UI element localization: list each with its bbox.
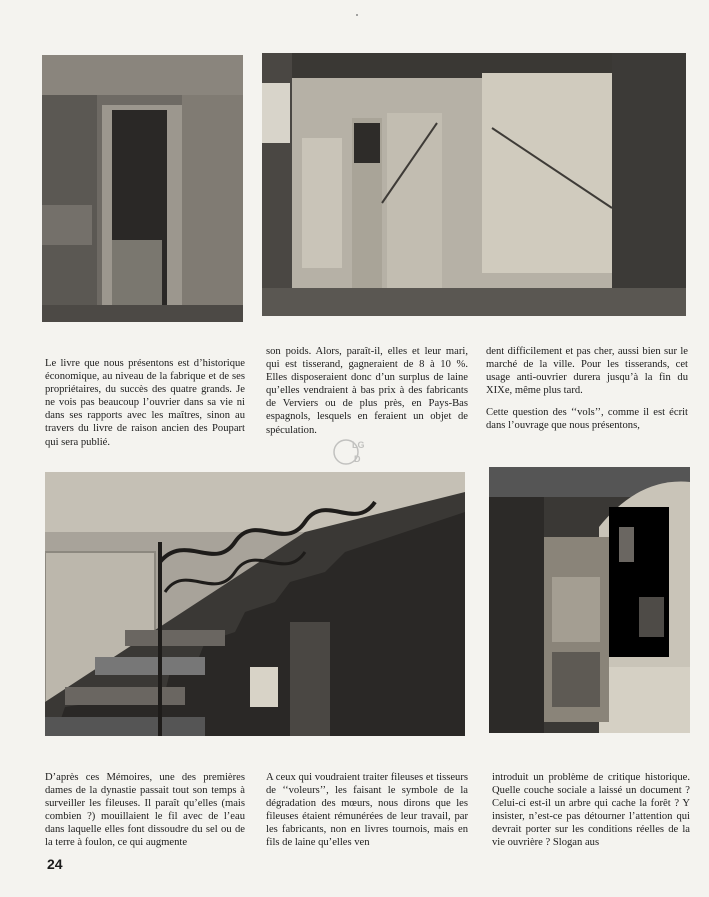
- text-column-top-1: [45, 357, 245, 458]
- text-column-top-2: [266, 345, 468, 446]
- print-dot: [356, 14, 358, 16]
- paragraph: D’après ces Mémoires, une des premières dames de la dynastie passait tout son temps à surveiller les fileuses. Il paraît qu’elles (mais combien ?) mouillaient le fil avec de l’eau dans laquelle elles font dissoudre du sel ou de la terre à foulon, ce qui augmente: [45, 772, 245, 849]
- paragraph: son poids. Alors, paraît-il, elles et leur mari, qui est tisserand, gagneraient de 8 à 10 %. Elles disposeraient donc d’un surplus de laine qu’elles vendraient à bas prix à des fabricants de Verviers ou de plus près, en Pays-Bas espagnols, lesquels en feraient un objet de spéculation.: [266, 346, 468, 436]
- photo-iron-staircase: [45, 472, 465, 736]
- text-column-top-3: [486, 345, 688, 442]
- svg-text:LG: LG: [352, 440, 365, 450]
- photo-courtyard-door: [489, 467, 690, 733]
- paragraph: introduit un problème de critique historique. Quelle couche sociale a laissé un document ? Celui-ci est-il un arbre qui cache la forêt ? Y insister, n’est-ce pas détourner l’attention qui devrait porter sur les conditions réelles de la vie ouvrière ? Slogan aus: [492, 772, 690, 849]
- photo-shuttered-facade: [262, 53, 686, 316]
- library-stamp-logo: [332, 434, 372, 468]
- page-number: 24: [47, 856, 63, 872]
- text-column-bottom-2: [266, 771, 468, 859]
- paragraph: Le livre que nous présentons est d’historique économique, au niveau de la fabrique et de ses propriétaires, du succès des quatre grands. Je ne vois pas beaucoup l’ouvrier dans sa vie ni dans ses rapports avec les maîtres, sinon au travers du livre de raison ancien des Poupart qui sera publié.: [45, 358, 245, 448]
- svg-text:D: D: [354, 454, 361, 464]
- text-column-bottom-3: [492, 771, 690, 859]
- text-column-bottom-1: [45, 771, 245, 859]
- paragraph: dent difficilement et pas cher, aussi bien sur le marché de la ville. Pour les tisserands, cet usage anti-ouvrier durera jusqu’à la fin du XIXe, même plus tard.: [486, 346, 688, 397]
- photo-old-doorway: [42, 55, 243, 322]
- paragraph: Cette question des ‘‘vols’’, comme il est écrit dans l’ouvrage que nous présentons,: [486, 407, 688, 432]
- paragraph: A ceux qui voudraient traiter fileuses et tisseurs de ‘‘voleurs’’, les faisant le symbole de la dégradation des mœurs, nous dirons que les fileuses étaient rémunérées de leur travail, par les fabricants, non en livres tournois, mais en fils de laine qu’elles ven: [266, 772, 468, 849]
